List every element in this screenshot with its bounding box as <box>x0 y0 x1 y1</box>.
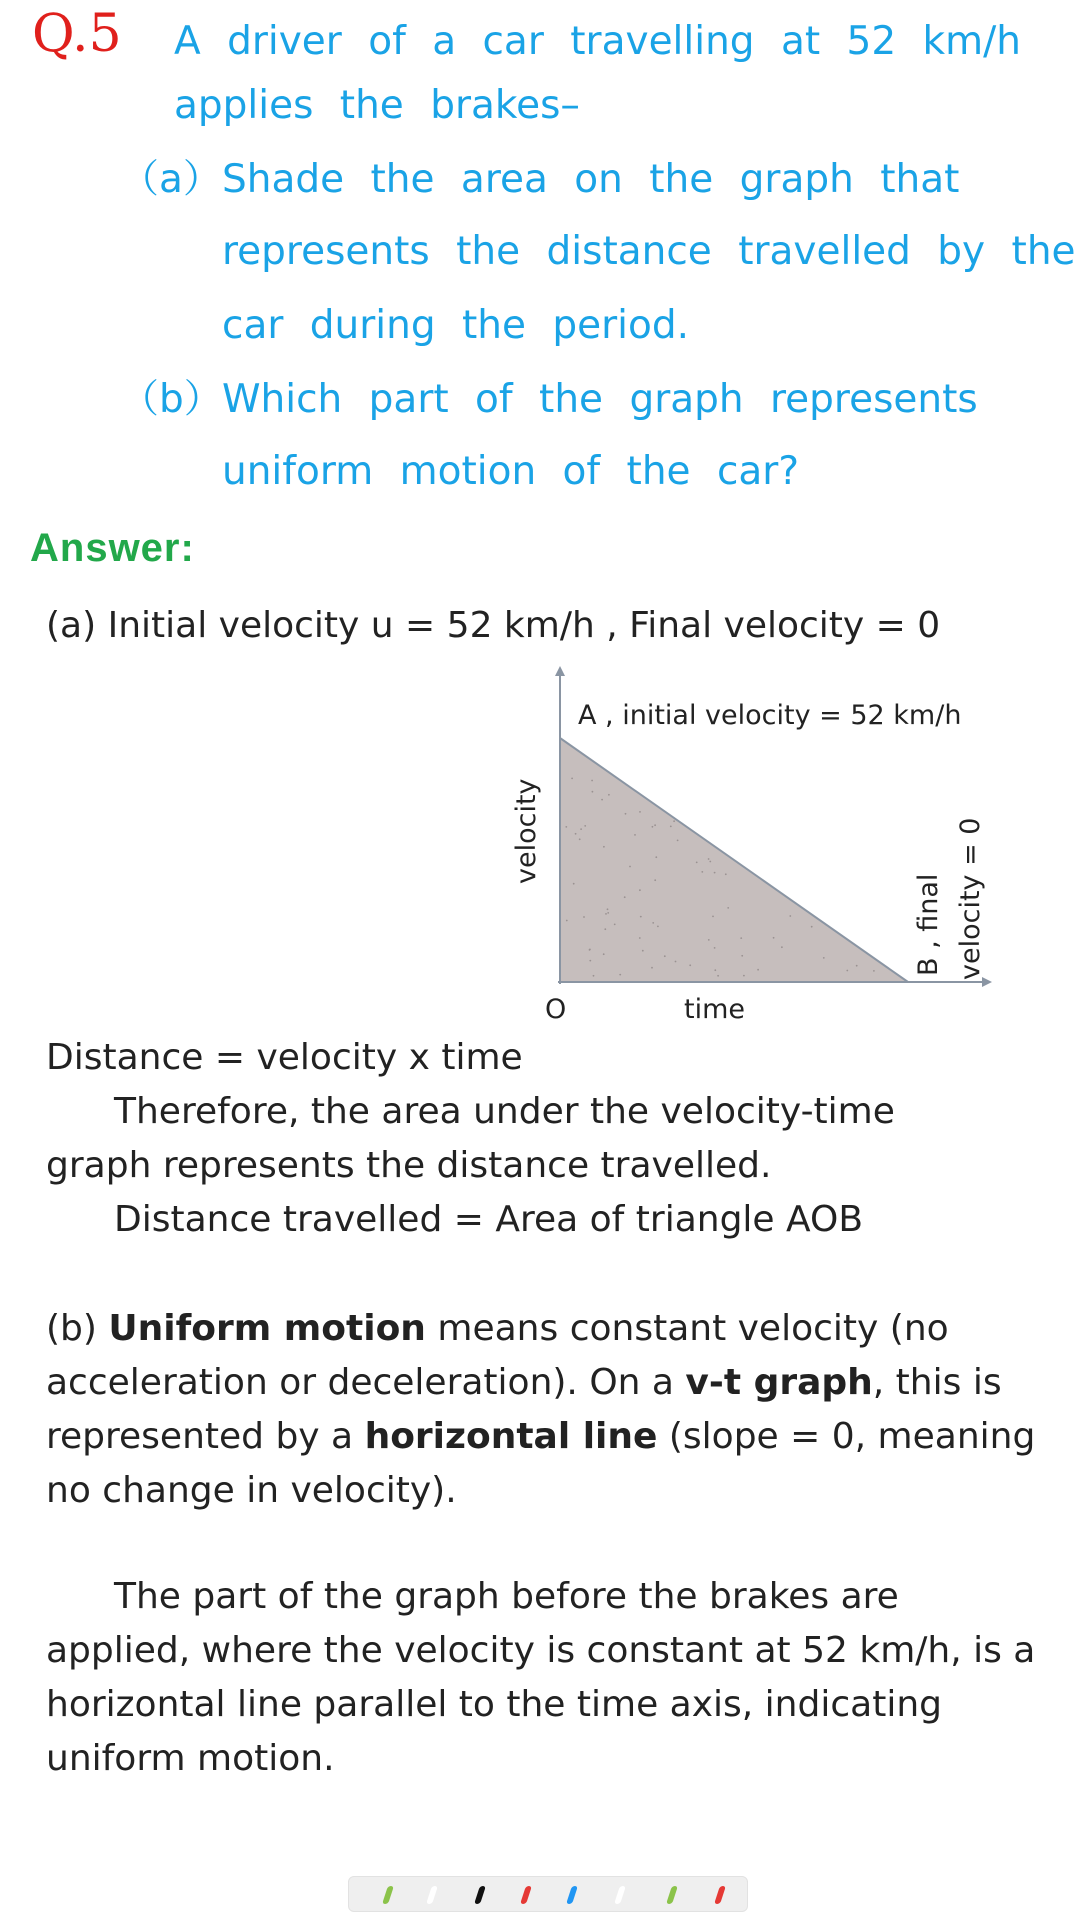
answer-label: Answer: <box>30 526 195 570</box>
texture-dot <box>592 791 594 793</box>
texture-dot <box>565 826 567 828</box>
part-a-line-3: car during the period. <box>222 303 690 348</box>
texture-dot <box>708 939 710 941</box>
texture-dot <box>873 970 875 972</box>
answer-part-b-paragraph <box>46 1302 1036 1518</box>
texture-dot <box>589 960 591 962</box>
texture-dot <box>639 889 641 891</box>
red-pen-tool[interactable] <box>520 1886 532 1904</box>
texture-dot <box>603 953 605 955</box>
texture-dot <box>657 926 659 928</box>
texture-dot <box>708 858 710 860</box>
texture-dot <box>823 957 825 959</box>
white-pen-tool[interactable] <box>426 1886 438 1904</box>
point-b-label-2: velocity = 0 <box>955 817 986 980</box>
vt-graph-term: v-t graph <box>685 1362 873 1403</box>
texture-dot <box>811 926 813 928</box>
texture-dot <box>604 928 606 930</box>
black-pen-tool[interactable] <box>474 1886 486 1904</box>
answer-part-b-paragraph-2: The part of the graph before the brakes are applied, where the velocity is constant at 52 km/h, is a horizontal line parallel to the time axis, indicating uniform motion. <box>46 1576 1036 1779</box>
question-line-1: A driver of a car travelling at 52 km/h <box>174 19 1021 64</box>
texture-dot <box>757 969 759 971</box>
texture-dot <box>781 946 783 948</box>
therefore-line-2: graph represents the distance travelled. <box>46 1145 772 1186</box>
horizontal-line-term: horizontal line <box>364 1416 658 1457</box>
texture-dot <box>607 908 609 910</box>
y-axis-arrow <box>555 666 565 676</box>
texture-dot <box>675 961 677 963</box>
therefore-line-1: Therefore, the area under the velocity-time <box>114 1091 895 1132</box>
texture-dot <box>673 820 675 822</box>
texture-dot <box>566 920 568 922</box>
pen-toolbar <box>348 1876 748 1912</box>
texture-dot <box>714 947 716 949</box>
answer-part-a-line: (a) Initial velocity u = 52 km/h , Final velocity = 0 <box>46 605 941 646</box>
texture-dot <box>740 937 742 939</box>
texture-dot <box>605 913 607 915</box>
texture-dot <box>789 915 791 917</box>
y-axis-label: velocity <box>511 778 542 884</box>
texture-dot <box>614 924 616 926</box>
texture-dot <box>846 970 848 972</box>
distance-formula: Distance = velocity x time <box>46 1037 523 1078</box>
texture-dot <box>709 861 711 863</box>
texture-dot <box>640 916 642 918</box>
texture-dot <box>608 794 610 796</box>
part-b-text-2: , this is represented by a <box>46 1362 1002 1457</box>
texture-dot <box>580 828 582 830</box>
green-pen-tool[interactable] <box>382 1886 394 1904</box>
origin-label: O <box>545 994 567 1025</box>
part-b-label: （b） <box>120 377 223 422</box>
texture-dot <box>573 883 575 885</box>
part-b-text-3: (slope = 0, meaning no change in velocity). <box>46 1416 1036 1511</box>
texture-dot <box>607 912 609 914</box>
texture-dot <box>652 922 654 924</box>
texture-dot <box>741 955 743 957</box>
texture-dot <box>725 873 727 875</box>
texture-dot <box>642 950 644 952</box>
texture-dot <box>639 811 641 813</box>
texture-dot <box>639 937 641 939</box>
point-b-label-1: B , final <box>913 873 944 976</box>
texture-dot <box>856 965 858 967</box>
white-pen-tool-2[interactable] <box>614 1886 626 1904</box>
texture-dot <box>591 780 593 782</box>
texture-dot <box>727 907 729 909</box>
texture-dot <box>575 833 577 835</box>
texture-dot <box>717 975 719 977</box>
red-pen-tool-2[interactable] <box>714 1886 726 1904</box>
texture-dot <box>655 856 657 858</box>
part-b-line-1: Which part of the graph represents <box>222 377 978 422</box>
texture-dot <box>589 949 591 951</box>
texture-dot <box>571 778 573 780</box>
texture-dot <box>579 838 581 840</box>
texture-dot <box>629 866 631 868</box>
texture-dot <box>652 826 654 828</box>
texture-dot <box>689 964 691 966</box>
texture-dot <box>584 825 586 827</box>
blue-pen-tool[interactable] <box>566 1886 578 1904</box>
texture-dot <box>712 916 714 918</box>
texture-dot <box>714 969 716 971</box>
texture-dot <box>625 813 627 815</box>
texture-dot <box>583 916 585 918</box>
texture-dot <box>670 826 672 828</box>
texture-dot <box>664 955 666 957</box>
question-line-2: applies the brakes– <box>174 83 580 128</box>
texture-dot <box>773 937 775 939</box>
green-pen-tool-2[interactable] <box>666 1886 678 1904</box>
part-b-text-1: means constant velocity (no acceleration or deceleration). On a <box>46 1308 949 1403</box>
texture-dot <box>654 824 656 826</box>
texture-dot <box>651 967 653 969</box>
texture-dot <box>654 879 656 881</box>
part-a-line-1: Shade the area on the graph that <box>222 157 960 202</box>
velocity-time-graph <box>500 662 1000 1042</box>
part-a-line-2: represents the distance travelled by the <box>222 229 1076 274</box>
texture-dot <box>593 975 595 977</box>
part-a-label: （a） <box>120 157 222 202</box>
texture-dot <box>624 896 626 898</box>
texture-dot <box>601 799 603 801</box>
point-a-label: A , initial velocity = 52 km/h <box>578 700 962 731</box>
distance-travelled-line: Distance travelled = Area of triangle AOB <box>114 1199 864 1240</box>
texture-dot <box>619 974 621 976</box>
uniform-motion-term: Uniform motion <box>108 1308 426 1349</box>
texture-dot <box>634 834 636 836</box>
part-b-intro: (b) <box>46 1308 109 1349</box>
question-number: Q.5 <box>32 4 122 64</box>
texture-dot <box>714 872 716 874</box>
texture-dot <box>696 862 698 864</box>
part-b-line-2: uniform motion of the car? <box>222 449 800 494</box>
texture-dot <box>677 840 679 842</box>
texture-dot <box>701 871 703 873</box>
x-axis-label: time <box>684 994 746 1025</box>
texture-dot <box>603 846 605 848</box>
texture-dot <box>743 975 745 977</box>
